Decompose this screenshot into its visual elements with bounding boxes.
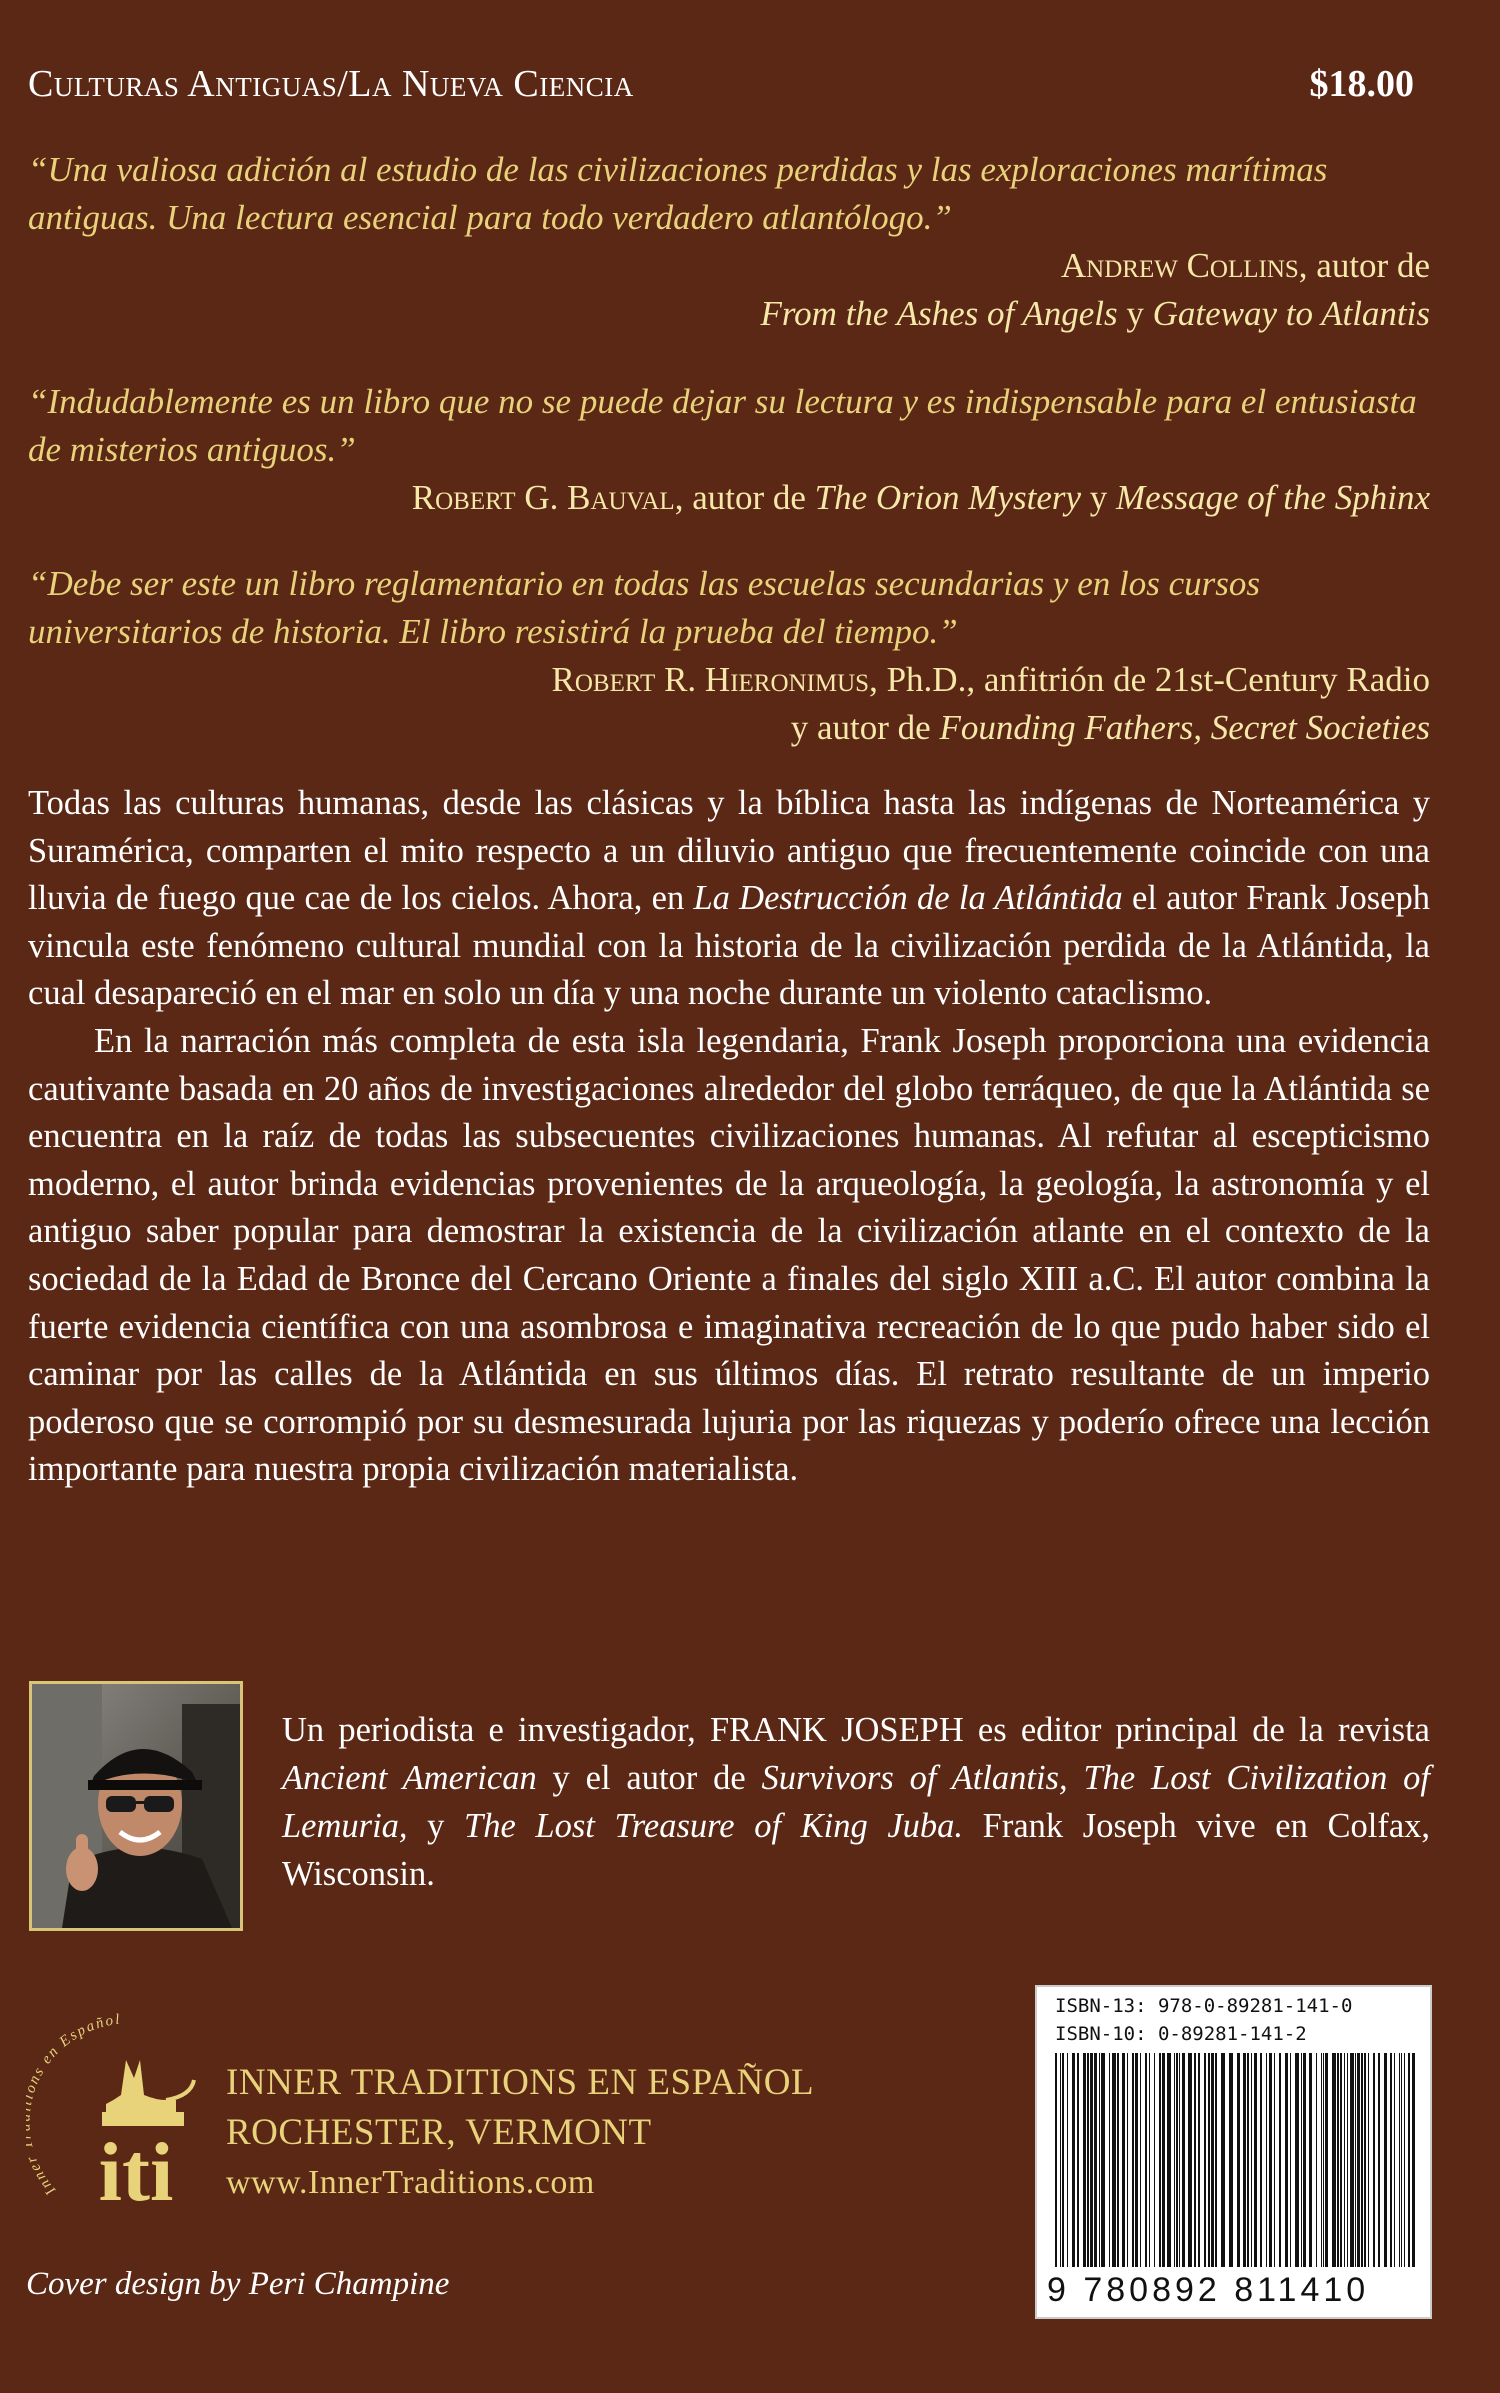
- quote-work: The Orion Mystery: [814, 478, 1082, 517]
- barcode-bar: [1101, 2053, 1105, 2267]
- barcode-bar: [1404, 2053, 1405, 2267]
- publisher-name: INNER TRADITIONS EN ESPAÑOL: [226, 2062, 815, 2103]
- barcode-bar: [1361, 2053, 1363, 2267]
- barcode-bar: [1266, 2053, 1267, 2267]
- barcode-bar: [1077, 2053, 1079, 2267]
- barcode-bar: [1301, 2053, 1302, 2267]
- barcode-bar: [1099, 2053, 1100, 2267]
- barcode-bar: [1154, 2053, 1155, 2267]
- isbn-13: ISBN-13: 978-0-89281-141-0: [1055, 1995, 1353, 2017]
- quote-conj: y: [1117, 294, 1153, 333]
- quote-work-2: Gateway to Atlantis: [1152, 294, 1430, 333]
- quote-conj: y: [1081, 478, 1117, 517]
- review-quote-3: [28, 560, 1430, 752]
- barcode-bar: [1285, 2053, 1288, 2267]
- logo-arc-text: Inne ns en Español: [26, 2011, 123, 2198]
- barcode-bar: [1401, 2053, 1402, 2267]
- barcode-bar: [1357, 2053, 1360, 2267]
- quote-attribution: [28, 242, 1430, 338]
- barcode-bar: [1208, 2053, 1210, 2267]
- barcode-bar: [1176, 2053, 1178, 2267]
- barcode-bar: [1145, 2053, 1147, 2267]
- barcode-block: [1035, 1985, 1432, 2319]
- barcode-bar: [1412, 2053, 1415, 2267]
- barcode-bar: [1204, 2053, 1206, 2267]
- barcode-bar: [1090, 2053, 1093, 2267]
- magazine-title: Ancient American: [282, 1759, 537, 1797]
- quote-text: “Una valiosa adición al estudio de las civilizaciones perdidas y las exploraciones marítimas antiguas. Una lectura esencial para todo verdadero atlantólogo.”: [28, 150, 1328, 237]
- quote-author: Robert G. Bauval: [411, 478, 675, 517]
- review-quote-1: [28, 146, 1430, 338]
- quote-role: , autor de: [674, 478, 815, 517]
- quote-role: , autor de: [1298, 246, 1430, 285]
- barcode-bar: [1332, 2053, 1336, 2267]
- description-paragraph-2: En la narración más completa de esta isla legendaria, Frank Joseph proporciona una evidencia cautivante basada en 20 años de investigaciones alrededor del globo terráqueo, de que la Atlántida se encuentra en la raíz de todas las subsecuentes civilizaciones humanas. Al refutar al escepticismo moderno, el autor brinda evidencias provenientes de la arqueología, la geología, la astronomía y el antiguo saber popular para demostrar la existencia de la civilización atlante en el contexto de la sociedad de la Edad de Bronce del Cercano Oriente a finales del siglo XIII a.C. El autor combina la fuerte evidencia científica con una asombrosa e imaginativa recreación de lo que pudo haber sido el caminar por las calles de la Atlántida en sus últimos días. El retrato resultante de un imperio poderoso que se corrompió por su desmesurada lujuria por las riquezas y poderío ofrece una lección importante para nuestra propia civilización materialista.: [28, 1021, 1430, 1489]
- barcode-bar: [1347, 2053, 1348, 2267]
- barcode-bar: [1368, 2053, 1369, 2267]
- quote-role: , Ph.D., anfitrión de 21st-Century Radio: [869, 660, 1430, 699]
- barcode-bar: [1087, 2053, 1089, 2267]
- quote-attribution: [28, 474, 1430, 522]
- barcode-bar: [1083, 2053, 1086, 2267]
- author-bio: Un periodista e investigador, FRANK JOSEPH es editor principal de la revista Ancient American y el autor de Survivors of Atlantis, The Lost Civilization of Lemuria, y The Lost Treasure of King Juba. Frank Joseph vive en Colfax, Wisconsin.: [282, 1711, 1431, 1893]
- review-quote-2: [28, 378, 1430, 522]
- publisher-logo: [26, 2000, 236, 2230]
- quote-author: Andrew Collins: [1060, 246, 1299, 285]
- header: [28, 62, 1414, 112]
- barcode-bar: [1194, 2053, 1196, 2267]
- barcode-bar: [1060, 2053, 1061, 2267]
- barcode-bar: [1215, 2053, 1217, 2267]
- barcode-bar: [1067, 2053, 1068, 2267]
- quote-attribution: [28, 656, 1430, 752]
- barcode-bar: [1399, 2053, 1400, 2267]
- description-paragraph-1: Todas las culturas humanas, desde las clásicas y la bíblica hasta las indígenas de Norteamérica y Suramérica, comparten el mito respecto a un diluvio antiguo que frecuentemente coincide con una lluvia de fuego que cae de los cielos. Ahora, en La Destrucción de la Atlántida el autor Frank Joseph vincula este fenómeno cultural mundial con la historia de la civilización perdida de la Atlántida, la cual desapareció en el mar en solo un día y una noche durante un violento cataclismo.: [28, 784, 1430, 1013]
- barcode-bars: [1045, 2053, 1425, 2267]
- barcode-bar: [1350, 2053, 1354, 2267]
- barcode-bar: [1149, 2053, 1150, 2267]
- barcode-bar: [1179, 2053, 1180, 2267]
- publisher-url[interactable]: www.InnerTraditions.com: [226, 2164, 595, 2201]
- barcode-bar: [1260, 2053, 1262, 2267]
- barcode-bar: [1167, 2053, 1171, 2267]
- barcode-bar: [1117, 2053, 1119, 2267]
- barcode-bar: [1062, 2053, 1064, 2267]
- barcode-bar: [1072, 2053, 1075, 2267]
- barcode-digits: 9 780892 811410: [1047, 2271, 1370, 2309]
- author-photo-image: [32, 1684, 240, 1928]
- barcode-bar: [1159, 2053, 1161, 2267]
- barcode-bar: [1198, 2053, 1200, 2267]
- barcode-bar: [1135, 2053, 1138, 2267]
- barcode-bar: [1237, 2053, 1240, 2267]
- quote-work: From the Ashes of Angels: [760, 294, 1118, 333]
- barcode-bar: [1373, 2053, 1375, 2267]
- barcode-bar: [1211, 2053, 1214, 2267]
- barcode-bar: [1269, 2053, 1272, 2267]
- barcode-bar: [1344, 2053, 1345, 2267]
- publisher-info: [226, 2058, 814, 2208]
- barcode-bar: [1162, 2053, 1165, 2267]
- barcode-bar: [1337, 2053, 1339, 2267]
- barcode-bar: [1274, 2053, 1275, 2267]
- barcode-bar: [1055, 2053, 1057, 2267]
- quote-work-2: Founding Fathers, Secret Societies: [939, 708, 1430, 747]
- barcode-bar: [1378, 2053, 1380, 2267]
- cover-credit: Cover design by Peri Champine: [26, 2266, 450, 2302]
- quote-text: “Indudablemente es un libro que no se puede dejar su lectura y es indispensable para el entusiasta de misterios antiguos.”: [28, 382, 1417, 469]
- barcode-bar: [1094, 2053, 1097, 2267]
- barcode-bar: [1254, 2053, 1257, 2267]
- barcode-bar: [1364, 2053, 1366, 2267]
- barcode-bar: [1316, 2053, 1317, 2267]
- book-list: Survivors of Atlantis, The Lost Civilization of Lemuria,: [282, 1759, 1431, 1845]
- barcode-bar: [1355, 2053, 1356, 2267]
- barcode-bar: [1247, 2053, 1249, 2267]
- logo-monogram: iti: [98, 2126, 174, 2219]
- barcode-bar: [1188, 2053, 1192, 2267]
- isbn-10: ISBN-10: 0-89281-141-2: [1055, 2023, 1307, 2045]
- publisher-city: ROCHESTER, VERMONT: [226, 2112, 652, 2153]
- barcode-bar: [1384, 2053, 1387, 2267]
- barcode-bar: [1303, 2053, 1306, 2267]
- barcode-bar: [1323, 2053, 1324, 2267]
- barcode-bar: [1251, 2053, 1252, 2267]
- barcode-bar: [1182, 2053, 1185, 2267]
- quote-author: Robert R. Hieronimus: [551, 660, 870, 699]
- barcode-bar: [1109, 2053, 1110, 2267]
- author-photo: [29, 1681, 243, 1931]
- barcode-bar: [1112, 2053, 1116, 2267]
- barcode-bar: [1221, 2053, 1225, 2267]
- barcode-bar: [1229, 2053, 1233, 2267]
- barcode-bar: [1390, 2053, 1392, 2267]
- book-description: [28, 780, 1430, 1494]
- barcode-bar: [1174, 2053, 1175, 2267]
- barcode-bar: [1295, 2053, 1299, 2267]
- barcode-bar: [1279, 2053, 1281, 2267]
- barcode-bar: [1309, 2053, 1312, 2267]
- barcode-bar: [1122, 2053, 1125, 2267]
- jackal-icon: [102, 2060, 194, 2126]
- barcode-bar: [1394, 2053, 1395, 2267]
- barcode-bar: [1127, 2053, 1128, 2267]
- barcode-bar: [1340, 2053, 1342, 2267]
- category-label: Culturas Antiguas/La Nueva Ciencia: [28, 63, 634, 105]
- book-title: La Destrucción de la Atlántida: [693, 879, 1123, 918]
- book-title-juba: The Lost Treasure of King Juba.: [464, 1807, 964, 1845]
- barcode-bar: [1140, 2053, 1141, 2267]
- price-label: $18.00: [1309, 63, 1414, 105]
- quote-text: “Debe ser este un libro reglamentario en todas las escuelas secundarias y en los cursos universitarios de historia. El libro resistirá la prueba del tiempo.”: [28, 564, 1260, 651]
- barcode-bar: [1243, 2053, 1246, 2267]
- barcode-bar: [1408, 2053, 1410, 2267]
- barcode-bar: [1132, 2053, 1134, 2267]
- barcode-bar: [1321, 2053, 1322, 2267]
- barcode-bar: [1325, 2053, 1328, 2267]
- quote-work-2: Message of the Sphinx: [1116, 478, 1430, 517]
- quote-role-line-2: y autor de: [790, 708, 940, 747]
- barcode-bar: [1290, 2053, 1291, 2267]
